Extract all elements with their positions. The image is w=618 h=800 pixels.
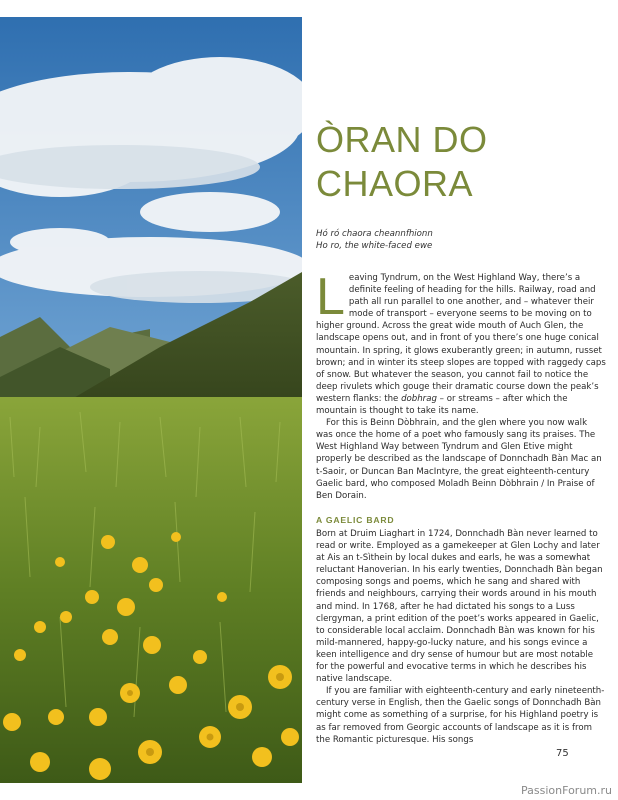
intro-paragraph-1-text: eaving Tyndrum, on the West Highland Way, there’s a definite feeling of heading for the hills. Railway, road and path all run parallel to one another, and – whatever their mode of transport – everyone seems to be moving on to higher ground. Across the great wide mouth of Auch Glen, the landscape opens out, and in front of you there’s one huge conical mountain. In spring, it glows exuberantly green; in autumn, russet brown; and in winter its steep slopes are topped with raggedy caps of snow. But whatever the season, you cannot fail to notice the deep rivulets which gouge their dramatic course down the peak’s western flanks: the bbox=[316, 273, 606, 404]
intro-paragraph-2: For this is Beinn Dòbhrain, and the glen where you now walk was once the home of a poet who famously sang its praises. The West Highland Way between Tyndrum and Glen Etive might properly be described as the landscape of Donnchadh Bàn Mac an t-Saoir, or Duncan Ban MacIntyre, the great eighteenth-century Gaelic bard, who composed Moladh Beinn Dòbhrain / In Praise of Ben Dorain. bbox=[316, 418, 602, 501]
watermark: PassionForum.ru bbox=[521, 784, 612, 797]
section-text bbox=[316, 528, 606, 746]
title-line-2: CHAORA bbox=[316, 163, 474, 204]
intro-text bbox=[316, 268, 606, 502]
section-paragraph-2: If you are familiar with eighteenth-century and early nineteenth-century verse in English, then the Gaelic songs of Donnchadh Bàn might come as something of a surprise, for his Highland poetry is as far removed from Georgic accounts of landscape as it is from the Romantic picturesque. His songs bbox=[316, 686, 605, 745]
highland-glen-meadow-photo bbox=[0, 17, 302, 783]
subtitle-gaelic: Hó ró chaora cheannfhionn bbox=[316, 229, 433, 239]
title-line-1: ÒRAN DO bbox=[316, 119, 488, 160]
section-heading: A GAELIC BARD bbox=[316, 515, 395, 525]
drop-cap: L bbox=[316, 268, 345, 326]
intro-paragraph-1-end: – or streams – after which the mountain is thought to take its name. bbox=[316, 393, 568, 417]
article-title bbox=[316, 118, 606, 206]
song-subtitle bbox=[316, 228, 606, 252]
subtitle-english: Ho ro, the white-faced ewe bbox=[316, 241, 433, 251]
page-number: 75 bbox=[556, 748, 569, 759]
section-paragraph-1: Born at Druim Liaghart in 1724, Donnchadh Bàn never learned to read or write. Employed as a gamekeeper at Glen Lochy and later at Ais an t-Sìthein by local dukes and earls, he was a somewhat reluctant Hanoverian. In his early twenties, Donnchadh Bàn began composing songs and poems, which he sang and shared with friends and neighbours, carrying their words around in his mouth and mind. In 1768, after he had dictated his songs to a Luss clergyman, a print edition of the poet’s works appeared in Gaelic, to considerable local acclaim. Donnchadh Bàn was known for his mild-mannered, happy-go-lucky nature, and his songs evince a keen intelligence and dry sense of humour but are most notable for the powerful and evocative terms in which he describes his native landscape. bbox=[316, 529, 603, 685]
page-top-margin bbox=[0, 0, 302, 17]
intro-paragraph-1 bbox=[316, 268, 606, 417]
intro-italic-term: dobhrag bbox=[401, 393, 437, 404]
